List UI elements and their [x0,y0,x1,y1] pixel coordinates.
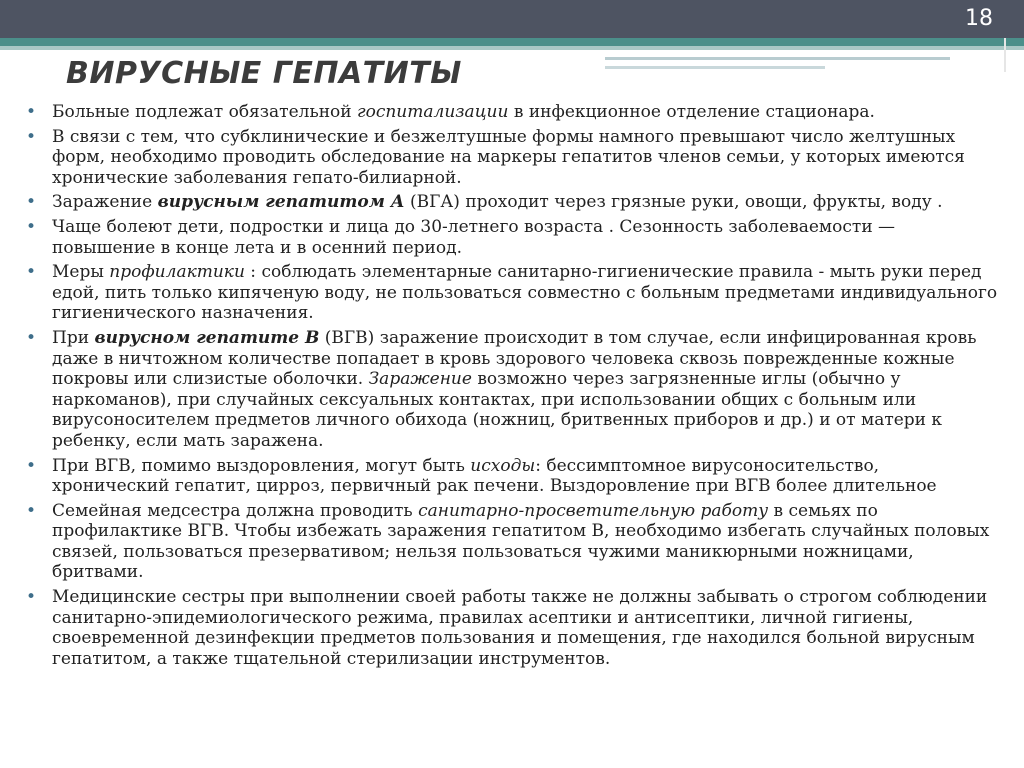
item-text: При [52,327,95,348]
bullet-icon: • [26,455,37,476]
item-emphasis: профилактики [109,262,245,283]
header-light-stripe [0,46,1024,50]
item-text: (ВГА) проходит через грязные руки, овощи, фрукты, воду . [404,192,943,213]
list-item [26,127,998,189]
item-text: Чаще болеют дети, подростки и лица до 30-летнего возраста . Сезонность заболеваемости — повышение в конце лета и в осенний период. [52,216,896,258]
item-text: Заражение [52,192,158,213]
item-emphasis: госпитализации [357,102,509,122]
title-accent-line [605,57,950,60]
item-text: в семьях по профилактике ВГВ. Чтобы избежать заражения гепатитом В, необходимо избегать случайных половых связей, пользоваться презервативом; нельзя пользоваться чужими маникюрными ножницами, бритвами. [52,500,990,583]
bullet-icon: • [26,262,37,283]
item-text: При ВГВ, помимо выздоровления, могут быть [52,455,471,476]
bullet-icon: • [26,126,37,147]
bullet-icon: • [26,102,37,122]
bullet-icon: • [26,192,37,213]
item-strong-emphasis: вирусным гепатитом А [157,192,405,213]
header-bar [0,0,1024,38]
item-text: Медицинские сестры при выполнении своей работы также не должны забывать о строгом соблюдении санитарно-эпидемиологического режима, правилах асептики и антисептики, личной гигиены, своевременной дезинфекции предметов пользования и помещения, где находился больной вирусным гепатитом, а также тщательной стерилизации инструментов. [52,587,988,669]
bullet-icon: • [26,500,37,521]
item-text: : бессимптомное вирусоносительство, хронический гепатит, цирроз, первичный рак печени. Выздоровление при ВГВ более длительное [52,455,937,497]
item-emphasis: санитарно-просветительную работу [418,500,769,521]
bullet-icon: • [26,587,37,608]
list-item [26,262,998,324]
item-text: Больные подлежат обязательной [52,102,358,122]
slide-title: ВИРУСНЫЕ ГЕПАТИТЫ [66,56,462,91]
item-emphasis: Заражение [368,369,472,390]
item-text: возможно через загрязненные иглы (обычно у наркоманов), при случайных сексуальных контактах, при использовании общих с больным или вирусоносителем предметов личного обихода (ножниц, бритвенных приборов и др.) и от матери к ребенку, если мать заражена. [52,369,943,451]
item-text: (ВГВ) заражение происходит в том случае, если инфицированная кровь даже в ничтожном количестве попадает в кровь здорового человека сквозь поврежденные кожные покровы или слизистые оболочки. [52,327,977,390]
item-text: В связи с тем, что субклинические и безжелтушные формы намного превышают число желтушных форм, необходимо проводить обследование на маркеры гепатитов членов семьи, у которых имеются хронические заболевания гепато-билиарной. [52,126,965,188]
item-text: Меры [52,262,110,283]
list-item [26,102,998,123]
list-item [26,328,998,452]
list-item [26,587,998,669]
list-item [26,217,998,258]
list-item [26,192,998,213]
corner-accent [1004,38,1006,72]
item-text: Семейная медсестра должна проводить [52,500,419,521]
slide-content [26,102,998,673]
bullet-icon: • [26,327,37,348]
list-item [26,456,998,497]
item-text: : соблюдать элементарные санитарно-гигиенические правила - мыть руки перед едой, пить только кипяченую воду, не пользоваться совместно с больным предметами индивидуального гигиенического назначения. [52,262,998,324]
slide-number: 18 [965,6,993,31]
item-strong-emphasis: вирусном гепатите В [94,327,320,348]
title-accent-line-short [605,66,825,69]
item-emphasis: исходы [470,455,536,476]
item-text: в инфекционное отделение стационара. [508,102,875,122]
header-teal-stripe [0,38,1024,46]
bullet-list [26,102,998,669]
list-item [26,501,998,583]
bullet-icon: • [26,216,37,237]
